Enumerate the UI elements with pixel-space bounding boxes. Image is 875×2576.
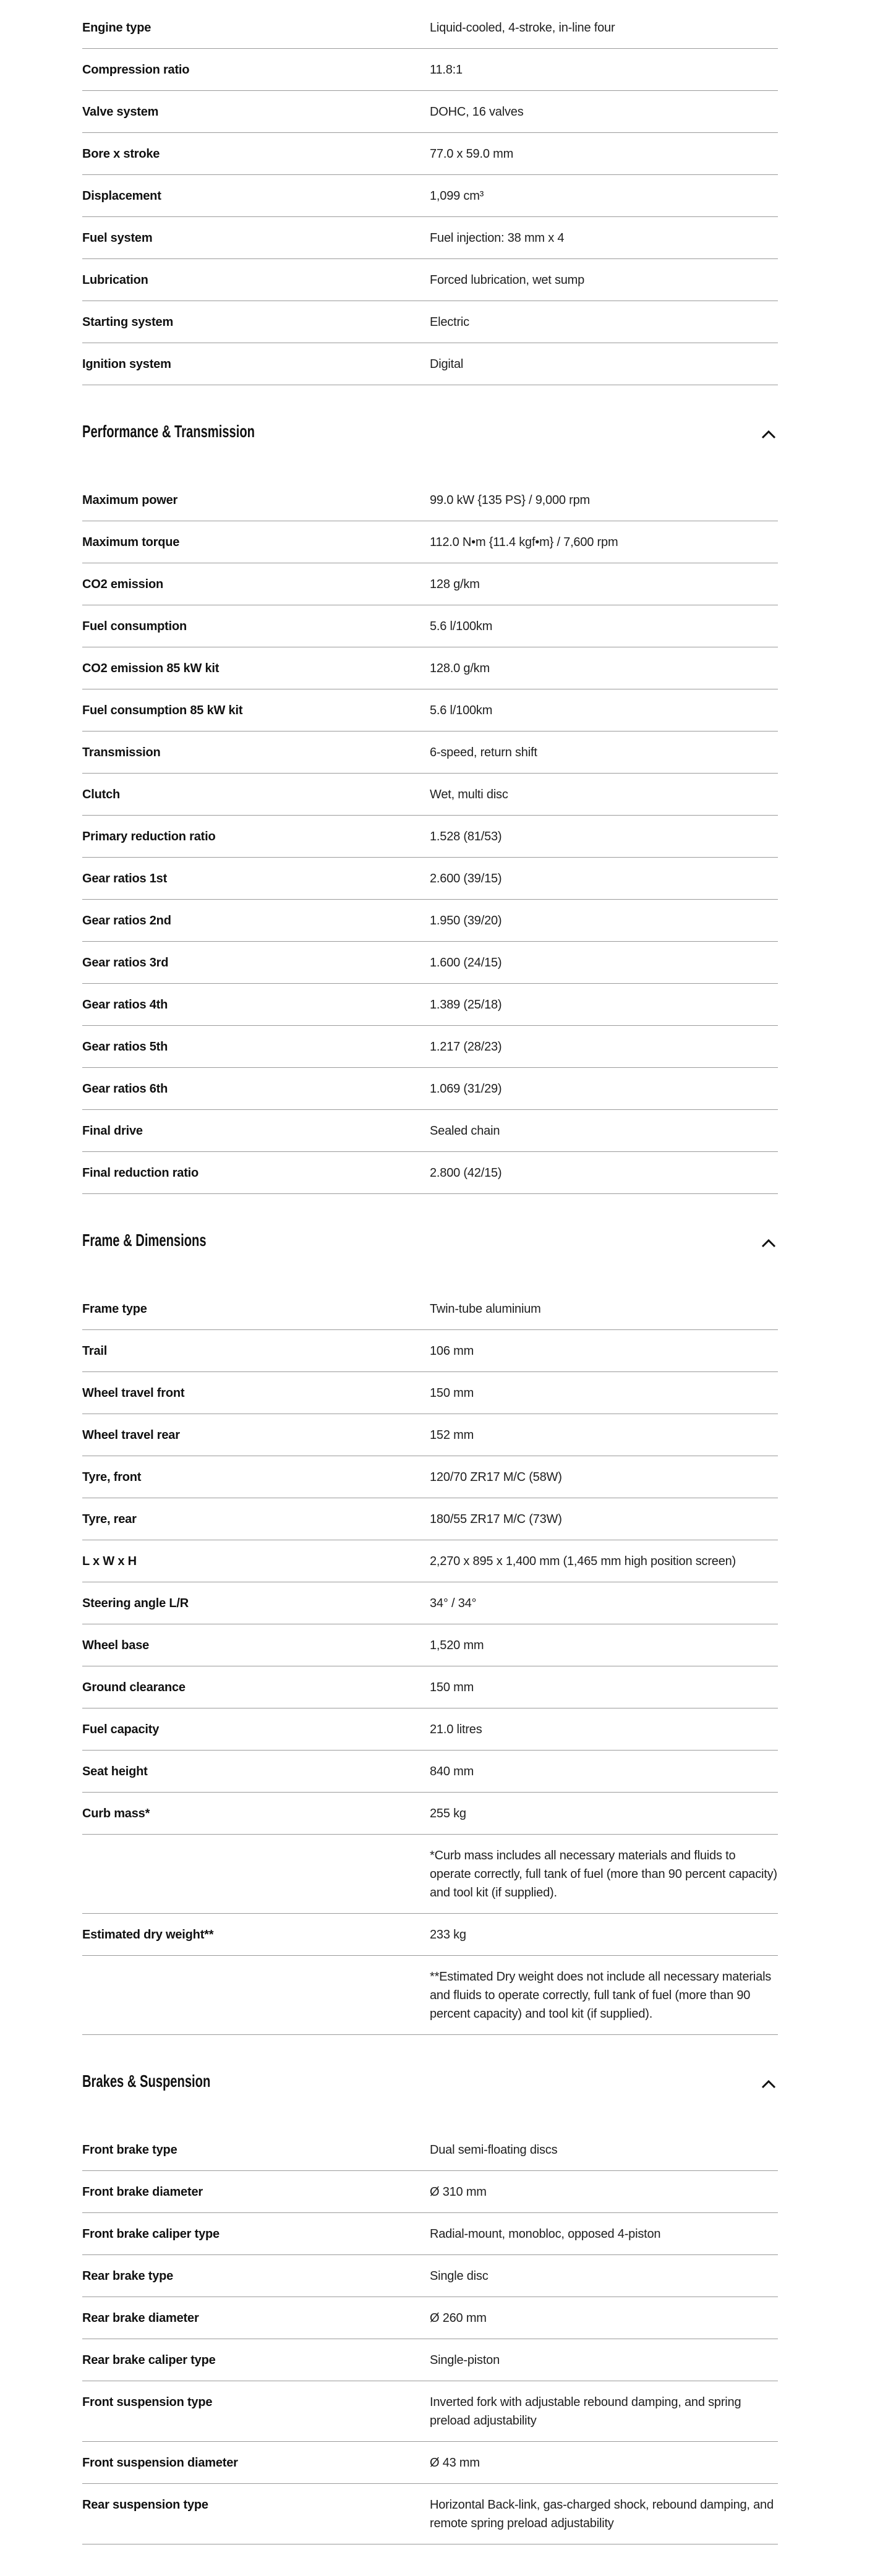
section-header-frame (82, 1194, 778, 1288)
spec-label: Ground clearance (82, 1681, 186, 1694)
spec-label: Primary reduction ratio (82, 830, 216, 843)
spec-footnote-row (82, 1835, 778, 1914)
spec-label: Steering angle L/R (82, 1597, 189, 1610)
section-title: Brakes & Suspension (82, 2071, 211, 2091)
spec-value: Radial-mount, monobloc, opposed 4-piston (430, 2227, 661, 2241)
spec-row (82, 1110, 778, 1152)
spec-row (82, 2484, 778, 2544)
spec-label: Rear suspension type (82, 2498, 208, 2512)
spec-label: Front brake diameter (82, 2185, 203, 2199)
spec-row (82, 175, 778, 217)
spec-value: Forced lubrication, wet sump (430, 273, 585, 287)
spec-label: Front brake caliper type (82, 2227, 220, 2241)
spec-row (82, 2171, 778, 2213)
spec-value: Single disc (430, 2269, 489, 2283)
spec-value: Single-piston (430, 2353, 500, 2367)
spec-value: Electric (430, 315, 469, 329)
spec-row (82, 2442, 778, 2484)
spec-row (82, 301, 778, 343)
spec-label: Estimated dry weight** (82, 1928, 214, 1942)
spec-label: L x W x H (82, 1555, 137, 1568)
spec-label: Fuel consumption (82, 620, 187, 633)
spec-label: Frame type (82, 1302, 147, 1316)
spec-label: Gear ratios 2nd (82, 914, 171, 928)
spec-label: Final drive (82, 1124, 143, 1138)
spec-value: 128.0 g/km (430, 662, 490, 675)
spec-label: Engine type (82, 21, 152, 35)
spec-value: Liquid-cooled, 4-stroke, in-line four (430, 21, 615, 35)
spec-value: 2.800 (42/15) (430, 1166, 502, 1180)
frame-spec-table (82, 1288, 778, 2035)
spec-value: Inverted fork with adjustable rebound damping, and spring preload adjustability (430, 2395, 741, 2428)
spec-label: Curb mass* (82, 1807, 150, 1820)
spec-label (82, 1846, 430, 1902)
performance-spec-table (82, 479, 778, 1194)
spec-value: Ø 310 mm (430, 2185, 487, 2199)
spec-label: Seat height (82, 1765, 148, 1778)
spec-value: Digital (430, 357, 464, 371)
spec-footnote: **Estimated Dry weight does not include all necessary materials and fluids to operate correctly, full tank of fuel (more than 90 percent capacity) and tool kit (if supplied). (430, 1970, 772, 2021)
spec-row (82, 217, 778, 259)
spec-value: 5.6 l/100km (430, 704, 493, 717)
spec-label: Tyre, front (82, 1470, 142, 1484)
spec-row (82, 133, 778, 175)
section-header-performance (82, 385, 778, 479)
spec-label: Wheel base (82, 1639, 150, 1652)
engine-spec-table (82, 7, 778, 385)
spec-label: Final reduction ratio (82, 1166, 199, 1180)
spec-value: Horizontal Back-link, gas-charged shock, rebound damping, and remote spring preload adjustability (430, 2498, 774, 2530)
spec-value: 11.8:1 (430, 63, 463, 77)
spec-label: Maximum power (82, 493, 178, 507)
spec-value: 2,270 x 895 x 1,400 mm (1,465 mm high position screen) (430, 1555, 736, 1568)
spec-row (82, 774, 778, 816)
spec-row (82, 259, 778, 301)
spec-label: Transmission (82, 746, 161, 759)
spec-label: Tyre, rear (82, 1512, 137, 1526)
spec-row (82, 2255, 778, 2297)
spec-row (82, 1456, 778, 1498)
spec-value: Ø 43 mm (430, 2456, 480, 2470)
spec-label: CO2 emission (82, 578, 163, 591)
spec-row (82, 2213, 778, 2255)
spec-row (82, 7, 778, 49)
spec-value: Ø 260 mm (430, 2311, 487, 2325)
collapse-toggle-frame[interactable] (759, 1235, 778, 1252)
spec-row (82, 1152, 778, 1194)
spec-row (82, 2297, 778, 2339)
spec-row (82, 900, 778, 942)
spec-row (82, 2381, 778, 2442)
spec-value: 112.0 N•m {11.4 kgf•m} / 7,600 rpm (430, 535, 618, 549)
spec-value: 150 mm (430, 1386, 474, 1400)
spec-label: Ignition system (82, 357, 171, 371)
spec-value: 106 mm (430, 1344, 474, 1358)
spec-value: Fuel injection: 38 mm x 4 (430, 231, 565, 245)
spec-row (82, 731, 778, 774)
spec-value: 1.950 (39/20) (430, 914, 502, 928)
spec-row (82, 1372, 778, 1414)
section-header-brakes (82, 2035, 778, 2129)
spec-value: 152 mm (430, 1428, 474, 1442)
spec-row (82, 1498, 778, 1540)
spec-row (82, 49, 778, 91)
spec-value: 1.389 (25/18) (430, 998, 502, 1012)
spec-label: Gear ratios 4th (82, 998, 168, 1012)
spec-label: Wheel travel rear (82, 1428, 180, 1442)
spec-row (82, 479, 778, 521)
spec-value: 1.069 (31/29) (430, 1082, 502, 1096)
spec-value: 255 kg (430, 1807, 466, 1820)
spec-row (82, 1068, 778, 1110)
spec-label: Maximum torque (82, 535, 180, 549)
spec-value: 233 kg (430, 1928, 466, 1942)
spec-footnote-row (82, 1956, 778, 2035)
spec-value: 34° / 34° (430, 1597, 477, 1610)
spec-row (82, 1793, 778, 1835)
spec-value: Twin-tube aluminium (430, 1302, 541, 1316)
spec-row (82, 1666, 778, 1708)
spec-row (82, 1414, 778, 1456)
spec-value: 1,520 mm (430, 1639, 484, 1652)
spec-label: Gear ratios 3rd (82, 956, 169, 970)
spec-label: Starting system (82, 315, 174, 329)
spec-row (82, 2129, 778, 2171)
spec-label: Trail (82, 1344, 108, 1358)
spec-row (82, 1288, 778, 1330)
spec-row (82, 1708, 778, 1751)
spec-label: Rear brake diameter (82, 2311, 199, 2325)
spec-value: Sealed chain (430, 1124, 500, 1138)
spec-row (82, 1914, 778, 1956)
spec-label: Gear ratios 5th (82, 1040, 168, 1054)
collapse-toggle-performance[interactable] (759, 426, 778, 443)
spec-label: Front brake type (82, 2143, 177, 2157)
spec-value: 1.217 (28/23) (430, 1040, 502, 1054)
spec-label: Rear brake type (82, 2269, 174, 2283)
spec-value: DOHC, 16 valves (430, 105, 524, 119)
spec-label: Fuel capacity (82, 1723, 160, 1736)
section-title: Frame & Dimensions (82, 1230, 207, 1250)
spec-row (82, 1026, 778, 1068)
spec-row (82, 816, 778, 858)
spec-value: 2.600 (39/15) (430, 872, 502, 885)
section-title: Performance & Transmission (82, 422, 255, 441)
spec-label: Front suspension diameter (82, 2456, 238, 2470)
spec-row (82, 647, 778, 689)
spec-label: Front suspension type (82, 2395, 213, 2409)
spec-row (82, 1582, 778, 1624)
spec-row (82, 605, 778, 647)
chevron-up-icon (761, 2079, 777, 2089)
spec-label: Compression ratio (82, 63, 190, 77)
spec-label: Rear brake caliper type (82, 2353, 216, 2367)
spec-value: 21.0 litres (430, 1723, 482, 1736)
spec-row (82, 343, 778, 385)
spec-label: Lubrication (82, 273, 148, 287)
spec-row (82, 521, 778, 563)
spec-value: Dual semi-floating discs (430, 2143, 558, 2157)
spec-row (82, 942, 778, 984)
spec-value: 128 g/km (430, 578, 480, 591)
spec-value: 6-speed, return shift (430, 746, 537, 759)
spec-row (82, 2339, 778, 2381)
spec-footnote: *Curb mass includes all necessary materials and fluids to operate correctly, full tank of fuel (more than 90 percent capacity) and tool kit (if supplied). (430, 1849, 777, 1900)
spec-value: 99.0 kW {135 PS} / 9,000 rpm (430, 493, 590, 507)
spec-row (82, 1624, 778, 1666)
spec-row (82, 1540, 778, 1582)
spec-label: Valve system (82, 105, 159, 119)
spec-value: 5.6 l/100km (430, 620, 493, 633)
spec-label: Fuel system (82, 231, 153, 245)
spec-value: 120/70 ZR17 M/C (58W) (430, 1470, 562, 1484)
spec-row (82, 858, 778, 900)
chevron-up-icon (761, 430, 777, 440)
spec-value: 1,099 cm³ (430, 189, 484, 203)
collapse-toggle-brakes[interactable] (759, 2076, 778, 2093)
spec-value: 840 mm (430, 1765, 474, 1778)
spec-value: 1.600 (24/15) (430, 956, 502, 970)
specifications (82, 0, 778, 2576)
spec-label: CO2 emission 85 kW kit (82, 662, 220, 675)
spec-label: Bore x stroke (82, 147, 160, 161)
spec-label (82, 1968, 430, 2023)
brakes-spec-table (82, 2129, 778, 2544)
spec-row (82, 689, 778, 731)
spec-label: Fuel consumption 85 kW kit (82, 704, 243, 717)
chevron-up-icon (761, 1239, 777, 1248)
spec-value: 1.528 (81/53) (430, 830, 502, 843)
spec-row (82, 91, 778, 133)
spec-value: Wet, multi disc (430, 788, 508, 801)
spec-value: 77.0 x 59.0 mm (430, 147, 514, 161)
spec-label: Wheel travel front (82, 1386, 185, 1400)
spec-row (82, 1751, 778, 1793)
spec-label: Gear ratios 6th (82, 1082, 168, 1096)
spec-value: 180/55 ZR17 M/C (73W) (430, 1512, 562, 1526)
spec-label: Clutch (82, 788, 121, 801)
spec-label: Gear ratios 1st (82, 872, 168, 885)
spec-row (82, 984, 778, 1026)
spec-label: Displacement (82, 189, 161, 203)
spec-value: 150 mm (430, 1681, 474, 1694)
spec-row (82, 563, 778, 605)
spec-row (82, 1330, 778, 1372)
